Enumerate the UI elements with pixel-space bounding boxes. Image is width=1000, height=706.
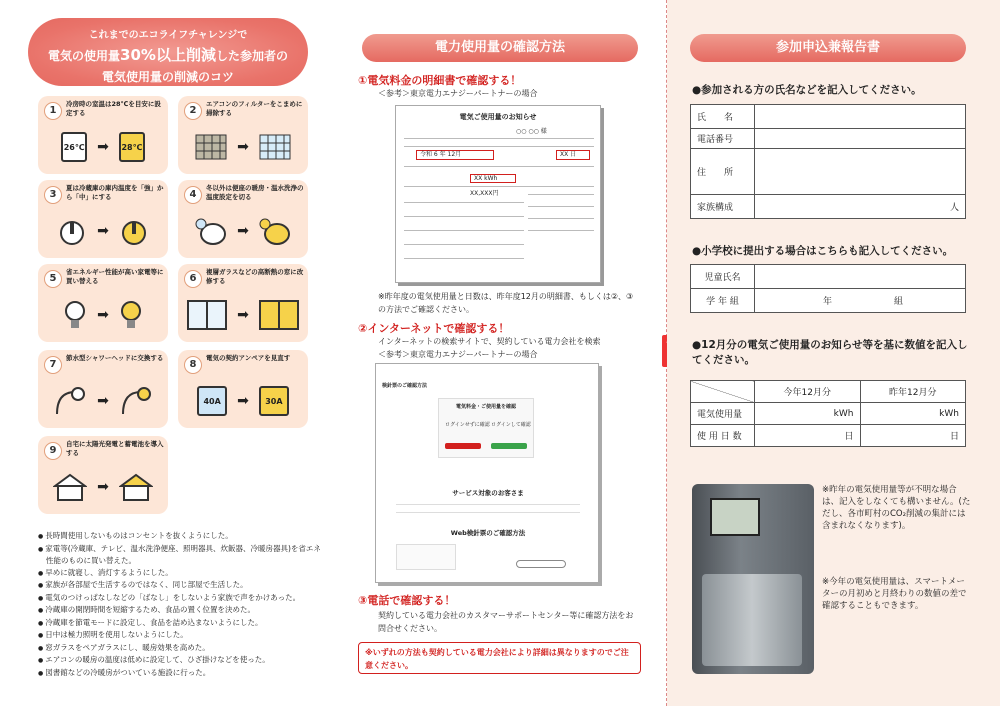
fridge-dial-illustration bbox=[46, 210, 160, 252]
method-caution-note: ※いずれの方法も契約している電力会社により詳細は異なりますのでご注意ください。 bbox=[358, 642, 641, 674]
child-name-label: 児童氏名 bbox=[691, 265, 755, 289]
usage-note-2: ※今年の電気使用量は、スマートメーターの月初めと月終わりの数値の差で確認することもできます。 bbox=[822, 577, 967, 611]
grade-class-unit: 組 bbox=[894, 297, 904, 307]
dial-medium-icon bbox=[119, 216, 149, 246]
arrow-icon: ➡ bbox=[237, 139, 249, 155]
tip-number: 3 bbox=[44, 186, 62, 204]
last-year-days-input[interactable]: 日 bbox=[860, 425, 966, 447]
tip-card-9 bbox=[38, 436, 168, 514]
tip-card-6 bbox=[178, 264, 308, 342]
arrow-icon: ➡ bbox=[97, 223, 109, 239]
tip-number: 9 bbox=[44, 442, 62, 460]
bill-name: ○○ ○○ 様 bbox=[516, 128, 547, 135]
tip-text: 複層ガラスなどの高断熱の窓に改修する bbox=[206, 268, 304, 285]
web-login1-button[interactable] bbox=[445, 443, 481, 449]
list-item: ● 窓ガラスをペアガラスにし、暖房効果を高めた。 bbox=[38, 642, 328, 655]
name-label: 氏 名 bbox=[691, 105, 755, 129]
tip-number: 6 bbox=[184, 270, 202, 288]
tip-number: 1 bbox=[44, 102, 62, 120]
days-row-label: 使 用 日 数 bbox=[691, 425, 755, 447]
method3-title: ③電話で確認する！ bbox=[358, 594, 456, 607]
house-icon bbox=[53, 472, 87, 502]
list-item: ● 冷蔵庫の開閉時間を短縮するため、食品の置く位置を決めた。 bbox=[38, 604, 328, 617]
bill-usage-box: XX kWh bbox=[470, 174, 516, 183]
usage-row-label: 電気使用量 bbox=[691, 403, 755, 425]
tip-card-4 bbox=[178, 180, 308, 258]
arrow-icon: ➡ bbox=[237, 223, 249, 239]
solar-house-icon bbox=[119, 472, 153, 502]
bulb-illustration bbox=[46, 294, 160, 336]
window-illustration bbox=[186, 294, 300, 336]
clean-filter-icon bbox=[259, 134, 291, 160]
solar-illustration bbox=[46, 466, 160, 508]
web-login2-button[interactable] bbox=[491, 443, 527, 449]
section-participant-title: ●参加される方の氏名などを記入してください。 bbox=[692, 84, 922, 96]
method1-title: ①電気料金の明細書で確認する！ bbox=[358, 74, 522, 87]
tip-card-1 bbox=[38, 96, 168, 174]
arrow-icon: ➡ bbox=[97, 307, 109, 323]
tip-text: 冷房時の室温は28℃を目安に設定する bbox=[66, 100, 161, 117]
this-year-days-input[interactable]: 日 bbox=[755, 425, 861, 447]
bill-title: 電気ご使用量のお知らせ bbox=[459, 113, 537, 121]
tip-number: 7 bbox=[44, 356, 62, 374]
tip-number: 2 bbox=[184, 102, 202, 120]
web-panel bbox=[438, 398, 534, 458]
application-form-header: 参加申込兼報告書 bbox=[690, 34, 966, 62]
shower-illustration bbox=[46, 380, 160, 422]
this-year-kwh-input[interactable]: kWh bbox=[755, 403, 861, 425]
tip-number: 4 bbox=[184, 186, 202, 204]
banner-line2: 電気の使用量30%以上削減した参加者の bbox=[48, 46, 288, 64]
family-input[interactable]: 人 bbox=[755, 195, 966, 219]
family-label: 家族構成 bbox=[691, 195, 755, 219]
list-item: ● 図書館などの冷暖房がついている施設に行った。 bbox=[38, 667, 328, 680]
toilet-on-icon bbox=[195, 216, 227, 246]
col-last-year: 昨年12月分 bbox=[860, 381, 966, 403]
web-service-heading: サービス対象のお客さま bbox=[452, 489, 524, 497]
tip-card-3 bbox=[38, 180, 168, 258]
tips-banner bbox=[28, 18, 308, 86]
school-info-table bbox=[690, 264, 966, 313]
tip-text: エアコンのフィルターをこまめに掃除する bbox=[206, 100, 303, 117]
section-school-title: ●小学校に提出する場合はこちらも記入してください。 bbox=[692, 245, 954, 257]
arrow-icon: ➡ bbox=[237, 307, 249, 323]
led-bulb-icon bbox=[119, 299, 143, 331]
thermostat-illustration bbox=[46, 126, 160, 168]
water-saving-shower-icon bbox=[119, 386, 153, 416]
breaker-illustration bbox=[186, 380, 300, 422]
tip-text: 夏は冷蔵庫の庫内温度を「強」から「中」にする bbox=[66, 184, 164, 201]
participant-info-table bbox=[690, 104, 966, 219]
name-input[interactable] bbox=[755, 105, 966, 129]
banner-line1: これまでのエコライフチャレンジで bbox=[88, 30, 248, 41]
phone-input[interactable] bbox=[755, 129, 966, 149]
tip-card-8 bbox=[178, 350, 308, 428]
arrow-icon: ➡ bbox=[97, 479, 109, 495]
grade-input[interactable] bbox=[755, 289, 966, 313]
tips-column bbox=[0, 0, 333, 706]
window-icon bbox=[187, 300, 227, 330]
method2-desc: インターネットの検索サイトで、契約している電力会社を検索 bbox=[378, 337, 601, 346]
list-item: ● 長時間使用しないものはコンセントを抜くようにした。 bbox=[38, 530, 328, 543]
tip-text: 冬以外は便座の暖房・温水洗浄の温度設定を切る bbox=[206, 184, 304, 201]
method2-title: ②インターネットで確認する！ bbox=[358, 322, 510, 335]
sample-bill bbox=[395, 105, 601, 283]
tip-text: 自宅に太陽光発電と蓄電池を導入する bbox=[66, 440, 164, 457]
list-item: ● 家電等(冷蔵庫、テレビ、温水洗浄便座、照明器具、炊飯器、冷暖房器具)を省エネ性能のものに買い替えた。 bbox=[38, 543, 328, 567]
list-item: ● 日中は極力照明を使用しないようにした。 bbox=[38, 629, 328, 642]
address-input[interactable] bbox=[755, 149, 966, 195]
usage-table-corner bbox=[691, 381, 755, 403]
dial-strong-icon bbox=[57, 216, 87, 246]
list-item: ● 電気のつけっぱなしなどの「ばなし」をしないよう家族で声をかけあった。 bbox=[38, 592, 328, 605]
toilet-seat-illustration bbox=[186, 210, 300, 252]
col-this-year: 今年12月分 bbox=[755, 381, 861, 403]
toilet-off-icon bbox=[259, 216, 291, 246]
shower-head-icon bbox=[53, 386, 87, 416]
web-panel-title: 電気料金・ご使用量を確認 bbox=[455, 404, 516, 410]
child-name-input[interactable] bbox=[755, 265, 966, 289]
arrow-icon: ➡ bbox=[97, 393, 109, 409]
web-bottom-heading: Web検針票のご確認方法 bbox=[450, 529, 526, 537]
tip-text: 節水型シャワーヘッドに交換する bbox=[66, 354, 164, 362]
insulated-window-icon bbox=[259, 300, 299, 330]
method2-ref: ＜参考＞東京電力エナジーパートナーの場合 bbox=[378, 350, 538, 359]
list-item: ● 冷蔵庫を節電モードに設定し、食品を詰め込まないようにした。 bbox=[38, 617, 328, 630]
phone-label: 電話番号 bbox=[691, 129, 755, 149]
tip-card-7 bbox=[38, 350, 168, 428]
method1-ref: ＜参考＞東京電力エナジーパートナーの場合 bbox=[378, 89, 538, 98]
grade-label: 学 年 組 bbox=[691, 289, 755, 313]
bulb-icon bbox=[63, 299, 87, 331]
tip-number: 5 bbox=[44, 270, 62, 288]
meter-display bbox=[710, 498, 760, 536]
section-usage-title: ●12月分の電気ご使用量のお知らせ等を基に数値を記入してください。 bbox=[692, 339, 968, 366]
tip-text: 省エネルギー性能が高い家電等に買い替える bbox=[66, 268, 164, 285]
grade-year-unit: 年 bbox=[823, 297, 833, 307]
meter-body bbox=[702, 574, 802, 666]
usage-table bbox=[690, 380, 966, 447]
web-login2-label: ログインして確認 bbox=[491, 422, 531, 428]
breaker-icon: 30A bbox=[259, 386, 289, 416]
web-login1-label: ログインせずに確認 bbox=[445, 422, 490, 428]
list-item: ● エアコンの暖房の温度は低めに設定して、ひざ掛けなどを使った。 bbox=[38, 654, 328, 667]
bill-days-box: XX 日 bbox=[556, 150, 590, 160]
method1-note: ※昨年度の電気使用量と日数は、昨年度12月の明細書、もしくは②、③の方法でご確認ください。 bbox=[378, 292, 634, 314]
thermostat-icon: 26℃ bbox=[61, 132, 87, 162]
bill-date-box: 令和 6 年 12月 bbox=[416, 150, 494, 160]
list-item: ● 早めに就寝し、消灯するようにした。 bbox=[38, 567, 328, 580]
breaker-icon: 40A bbox=[197, 386, 227, 416]
tip-text: 電気の契約アンペアを見直す bbox=[206, 354, 291, 362]
bill-amount: XX,XXX円 bbox=[470, 190, 499, 197]
tips-bullet-list bbox=[38, 530, 328, 679]
usage-note-1: ※昨年の電気使用量等が不明な場合は、記入をしなくても構いません。(ただし、各市町村のCO₂削減の集計には含まれなくなります)。 bbox=[822, 485, 971, 531]
arrow-icon: ➡ bbox=[237, 393, 249, 409]
web-page-title: 検針票のご確認方法 bbox=[382, 383, 428, 389]
dirty-filter-icon bbox=[195, 134, 227, 160]
tip-card-2 bbox=[178, 96, 308, 174]
filter-illustration bbox=[186, 126, 300, 168]
tip-number: 8 bbox=[184, 356, 202, 374]
tip-card-5 bbox=[38, 264, 168, 342]
banner-line3: 電気使用量の削減のコツ bbox=[101, 70, 234, 84]
last-year-kwh-input[interactable]: kWh bbox=[860, 403, 966, 425]
arrow-icon: ➡ bbox=[97, 139, 109, 155]
address-label: 住 所 bbox=[691, 149, 755, 195]
thermostat-icon: 28℃ bbox=[119, 132, 145, 162]
method3-desc: 契約している電力会社のカスタマーサポートセンター等に確認方法をお問合せください。 bbox=[378, 611, 634, 633]
sample-website bbox=[375, 363, 599, 583]
list-item: ● 家族が各部屋で生活するのではなく、同じ部屋で生活した。 bbox=[38, 579, 328, 592]
smart-meter-photo bbox=[692, 484, 814, 674]
confirm-method-header: 電力使用量の確認方法 bbox=[362, 34, 638, 62]
